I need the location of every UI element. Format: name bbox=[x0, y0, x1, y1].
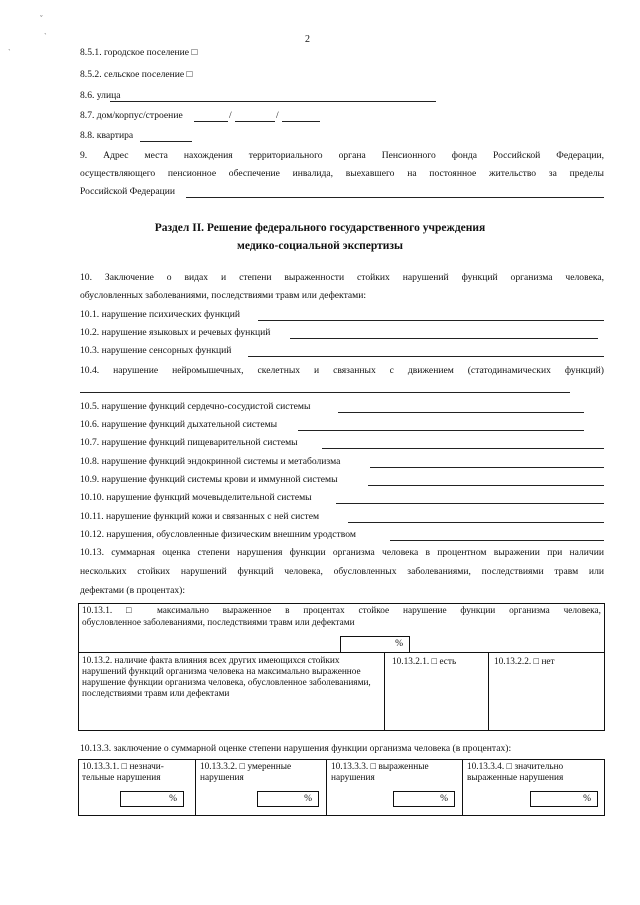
item-10-10: 10.10. нарушение функций мочевыделительной системы bbox=[80, 492, 312, 503]
scan-mark: ˇ bbox=[40, 14, 43, 23]
table-10-13-2-text: 10.13.2. наличие факта влияния всех других имеющихся стойких нарушений функций организма человека на максимально выраженное нарушение функции организма человека, обусловленное заболеваниями, последствиями травм или дефектами bbox=[82, 656, 371, 699]
item-8-6: 8.6. улица bbox=[80, 90, 121, 101]
item-8-5-2: 8.5.2. сельское поселение □ bbox=[80, 69, 193, 80]
item-10-5: 10.5. нарушение функций сердечно-сосудистой системы bbox=[80, 401, 311, 412]
table-divider bbox=[195, 759, 196, 816]
item-10-12-field[interactable] bbox=[390, 540, 604, 541]
minor-impairment-option[interactable]: 10.13.3.1. □ незначи-тельные нарушения bbox=[82, 762, 164, 783]
item-10-11: 10.11. нарушение функций кожи и связанных с ней систем bbox=[80, 511, 320, 522]
item-10-7: 10.7. нарушение функций пищеварительной системы bbox=[80, 437, 298, 448]
very-severe-impairment-option[interactable]: 10.13.3.4. □ значительно выраженные нарушения bbox=[467, 762, 564, 783]
item-10-6: 10.6. нарушение функций дыхательной системы bbox=[80, 419, 278, 430]
table-divider bbox=[326, 759, 327, 816]
house-separator: / bbox=[229, 110, 232, 121]
item-10-6-field[interactable] bbox=[298, 430, 584, 431]
item-10-2-field[interactable] bbox=[290, 338, 598, 339]
severe-impairment-percent-field[interactable]: % bbox=[393, 791, 455, 807]
item-10-13-line2: нескольких стойких нарушений функций человека, обусловленных заболеваниями, последствиями травм или bbox=[80, 566, 604, 577]
page-number: 2 bbox=[305, 34, 310, 45]
street-field[interactable] bbox=[110, 101, 436, 102]
minor-impairment-percent-field[interactable]: % bbox=[120, 791, 184, 807]
influence-yes-checkbox[interactable]: 10.13.2.1. □ есть bbox=[392, 657, 457, 667]
item-10-3-field[interactable] bbox=[248, 356, 604, 357]
item-10-8-field[interactable] bbox=[370, 467, 604, 468]
table-divider bbox=[488, 652, 489, 731]
item-9-line3: Российской Федерации bbox=[80, 186, 175, 197]
max-impairment-percent-field[interactable]: % bbox=[340, 636, 410, 653]
pension-fund-address-field[interactable] bbox=[186, 197, 604, 198]
item-10-9-field[interactable] bbox=[368, 485, 604, 486]
building-field[interactable] bbox=[235, 121, 275, 122]
influence-no-checkbox[interactable]: 10.13.2.2. □ нет bbox=[494, 657, 555, 667]
table-10-13-1-line1: 10.13.1. □ максимально выраженное в процентах стойкое нарушение функции организма человека, bbox=[82, 606, 601, 616]
item-8-8: 8.8. квартира bbox=[80, 130, 134, 141]
very-severe-impairment-percent-field[interactable]: % bbox=[530, 791, 598, 807]
item-10-1: 10.1. нарушение психических функций bbox=[80, 309, 241, 320]
severe-impairment-option[interactable]: 10.13.3.3. □ выраженные нарушения bbox=[331, 762, 429, 783]
apartment-field[interactable] bbox=[140, 141, 192, 142]
item-10-12: 10.12. нарушения, обусловленные физическим внешним уродством bbox=[80, 529, 356, 540]
scan-mark: ˋ bbox=[8, 48, 11, 57]
item-10-7-field[interactable] bbox=[322, 448, 604, 449]
item-8-7: 8.7. дом/корпус/строение bbox=[80, 110, 183, 121]
house-field[interactable] bbox=[194, 121, 228, 122]
house-separator: / bbox=[276, 110, 279, 121]
scan-mark: ˋ bbox=[44, 32, 47, 41]
item-9-line1: 9. Адрес места нахождения территориального органа Пенсионного фонда Российской Федерации, bbox=[80, 150, 604, 161]
item-10-4: 10.4. нарушение нейромышечных, скелетных и связанных с движением (статодинамических функций) bbox=[80, 365, 604, 376]
item-10-13-line3: дефектами (в процентах): bbox=[80, 585, 186, 596]
item-8-5-1: 8.5.1. городское поселение □ bbox=[80, 47, 198, 58]
item-10-2: 10.2. нарушение языковых и речевых функций bbox=[80, 327, 271, 338]
moderate-impairment-option[interactable]: 10.13.3.2. □ умеренные нарушения bbox=[200, 762, 292, 783]
item-10-13-line1: 10.13. суммарная оценка степени нарушения функции организма человека в процентном выражении при наличии bbox=[80, 547, 604, 558]
item-10-3: 10.3. нарушение сенсорных функций bbox=[80, 345, 232, 356]
item-10-5-field[interactable] bbox=[338, 412, 584, 413]
section-2-subtitle: медико-социальной экспертизы bbox=[237, 240, 403, 252]
table-divider bbox=[384, 652, 385, 731]
structure-field[interactable] bbox=[282, 121, 320, 122]
item-10-8: 10.8. нарушение функций эндокринной системы и метаболизма bbox=[80, 456, 341, 467]
table-divider bbox=[462, 759, 463, 816]
item-10-line2: обусловленных заболеваниями, последствиями травм или дефектами: bbox=[80, 290, 367, 301]
item-10-10-field[interactable] bbox=[336, 503, 604, 504]
item-10-9: 10.9. нарушение функций системы крови и иммунной системы bbox=[80, 474, 338, 485]
item-10-line1: 10. Заключение о видах и степени выраженности стойких нарушений функций организма человека, bbox=[80, 272, 604, 283]
item-9-line2: осуществляющего пенсионное обеспечение инвалида, выехавшего на постоянное жительство за пределы bbox=[80, 168, 604, 179]
item-10-4-field[interactable] bbox=[80, 392, 570, 393]
moderate-impairment-percent-field[interactable]: % bbox=[257, 791, 319, 807]
section-2-title: Раздел II. Решение федерального государственного учреждения bbox=[154, 222, 486, 234]
item-10-1-field[interactable] bbox=[258, 320, 604, 321]
conclusion-label: 10.13.3. заключение о суммарной оценке степени нарушения функции организма человека (в процентах): bbox=[80, 743, 512, 754]
item-10-11-field[interactable] bbox=[348, 522, 604, 523]
table-10-13-1-line2: обусловленное заболеваниями, последствиями травм или дефектами bbox=[82, 618, 355, 628]
